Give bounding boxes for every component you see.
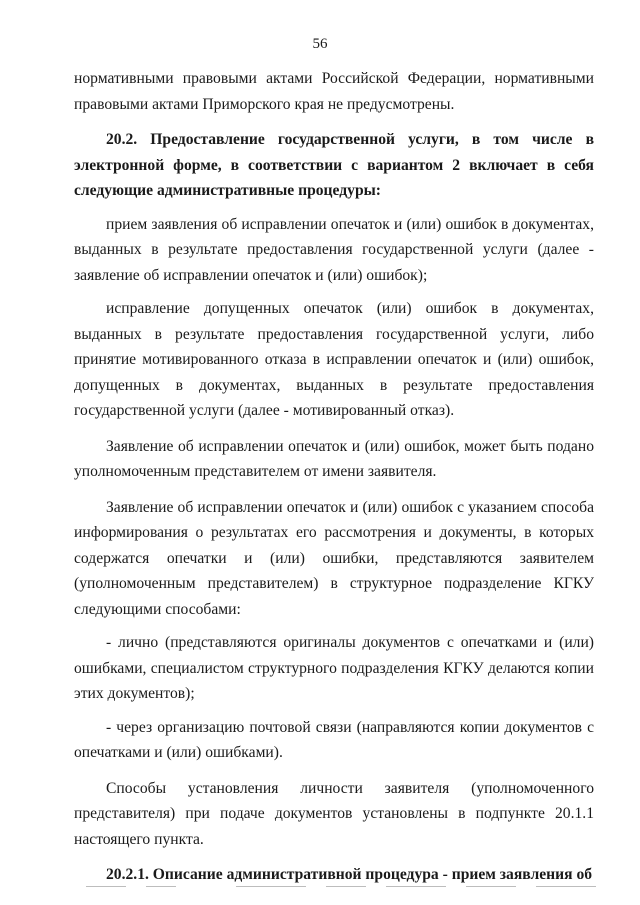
- section-heading-20-2: 20.2. Предоставление государственной услуги, в том числе в электронной форме, в соответствии с вариантом 2 включает в себя следующие административные процедуры:: [74, 131, 594, 199]
- procedure-item-2: исправление допущенных опечаток (или) ошибок в документах, выданных в результате предоставления государственной услуги, либо принятие мотивированного отказа в исправлении опечаток и (или) ошибок, допущенных в документах, выданных в результате предоставления государственной услуги (далее - мотивированный отказ).: [74, 300, 594, 419]
- section-heading-20-2-1: 20.2.1. Описание административной процедура - прием заявления об: [106, 866, 593, 883]
- method-postal: - через организацию почтовой связи (направляются копии документов с опечатками и (или) ошибками).: [74, 718, 594, 761]
- paragraph-continuation: нормативными правовыми актами Российской Федерации, нормативными правовыми актами Приморского края не предусмотрены.: [74, 70, 594, 113]
- paragraph-identity: Способы установления личности заявителя (уполномоченного представителя) при подаче документов установлены в подпункте 20.1.1 настоящего пункта.: [74, 779, 594, 848]
- document-body: [74, 66, 594, 888]
- scan-artifact-line: [86, 886, 596, 890]
- page-number: 56: [312, 36, 328, 52]
- method-in-person: - лично (представляются оригиналы документов с опечатками и (или) ошибками, специалистом структурного подразделения КГКУ делаются копии этих документов);: [74, 634, 594, 702]
- paragraph-representative: Заявление об исправлении опечаток и (или) ошибок, может быть подано уполномоченным представителем от имени заявителя.: [74, 437, 594, 480]
- procedure-item-1: прием заявления об исправлении опечаток и (или) ошибок в документах, выданных в результате предоставления государственной услуги (далее - заявление об исправлении опечаток и (или) ошибок);: [74, 215, 594, 284]
- paragraph-submission-methods: Заявление об исправлении опечаток и (или) ошибок с указанием способа информирования о результатах его рассмотрения и документы, в которых содержатся опечатки и (или) ошибки, представляются заявителем (уполномоченным представителем) в структурное подразделение КГКУ следующими способами:: [74, 498, 594, 618]
